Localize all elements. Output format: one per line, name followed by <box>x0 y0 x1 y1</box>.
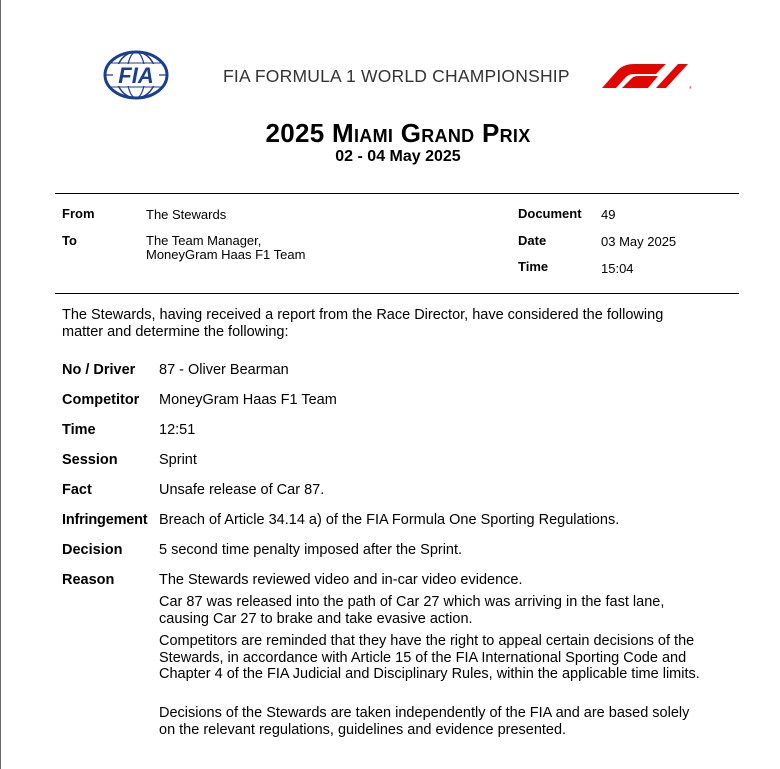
fia-globe-logo-icon <box>103 50 169 100</box>
reason-p1: The Stewards reviewed video and in-car video evidence. <box>159 572 523 588</box>
event-year: 2025 <box>265 118 325 148</box>
time-label: Time <box>518 259 549 274</box>
date-value: 03 May 2025 <box>601 234 677 249</box>
page-left-border <box>0 0 1 769</box>
svg-text:®: ® <box>689 85 692 90</box>
f1-logo-icon <box>596 62 692 90</box>
event-name: Miami Grand Prix <box>332 118 531 148</box>
competitor-label: Competitor <box>62 392 140 408</box>
event-title <box>0 118 780 149</box>
reason-p2 <box>159 594 749 627</box>
reason-p4-line1: Decisions of the Stewards are taken independently of the FIA and are based solely <box>159 705 690 721</box>
fact-value: Unsafe release of Car 87. <box>159 482 325 498</box>
to-value-line2: MoneyGram Haas F1 Team <box>146 247 306 262</box>
event-dates: 02 - 04 May 2025 <box>335 148 461 165</box>
reason-p3-line3: Chapter 4 of the FIA Judicial and Disciplinary Rules, within the applicable time limits. <box>159 666 700 682</box>
document-label: Document <box>518 206 582 221</box>
session-value: Sprint <box>159 452 197 468</box>
divider-bottom <box>55 293 739 294</box>
document-value: 49 <box>601 207 616 222</box>
reason-p4 <box>159 705 749 738</box>
time-value: 15:04 <box>601 261 634 276</box>
reason-label: Reason <box>62 572 115 588</box>
intro-line2: matter and determine the following: <box>62 324 289 340</box>
from-value: The Stewards <box>146 207 227 222</box>
decision-value: 5 second time penalty imposed after the Sprint. <box>159 542 463 558</box>
competitor-value: MoneyGram Haas F1 Team <box>159 392 337 408</box>
incident-time-label: Time <box>62 422 96 438</box>
driver-label: No / Driver <box>62 362 136 378</box>
fia-logo-text: FIA <box>118 63 154 88</box>
reason-p3 <box>159 633 749 683</box>
driver-value: 87 - Oliver Bearman <box>159 362 289 378</box>
championship-title: FIA FORMULA 1 WORLD CHAMPIONSHIP <box>223 66 570 86</box>
infringement-value: Breach of Article 34.14 a) of the FIA Formula One Sporting Regulations. <box>159 512 620 528</box>
decision-label: Decision <box>62 542 123 558</box>
intro-paragraph <box>62 307 722 341</box>
to-label: To <box>62 233 77 248</box>
to-value-line1: The Team Manager, <box>146 233 262 248</box>
intro-line1: The Stewards, having received a report from the Race Director, have considered the following <box>62 307 664 323</box>
incident-time-value: 12:51 <box>159 422 196 438</box>
reason-p3-line2: Stewards, in accordance with Article 15 of the FIA International Sporting Code and <box>159 649 687 666</box>
fact-label: Fact <box>62 482 92 498</box>
from-label: From <box>62 206 95 221</box>
session-label: Session <box>62 452 118 468</box>
date-label: Date <box>518 233 547 248</box>
infringement-label: Infringement <box>62 512 148 528</box>
divider-top <box>55 193 739 194</box>
reason-p3-line1: Competitors are reminded that they have the right to appeal certain decisions of the <box>159 633 695 649</box>
reason-p2-line1: Car 87 was released into the path of Car 27 which was arriving in the fast lane, <box>159 594 665 610</box>
to-value <box>146 234 305 262</box>
reason-p4-line2: on the relevant regulations, guidelines and evidence presented. <box>159 721 567 738</box>
reason-p2-line2: causing Car 27 to brake and take evasive action. <box>159 610 473 627</box>
